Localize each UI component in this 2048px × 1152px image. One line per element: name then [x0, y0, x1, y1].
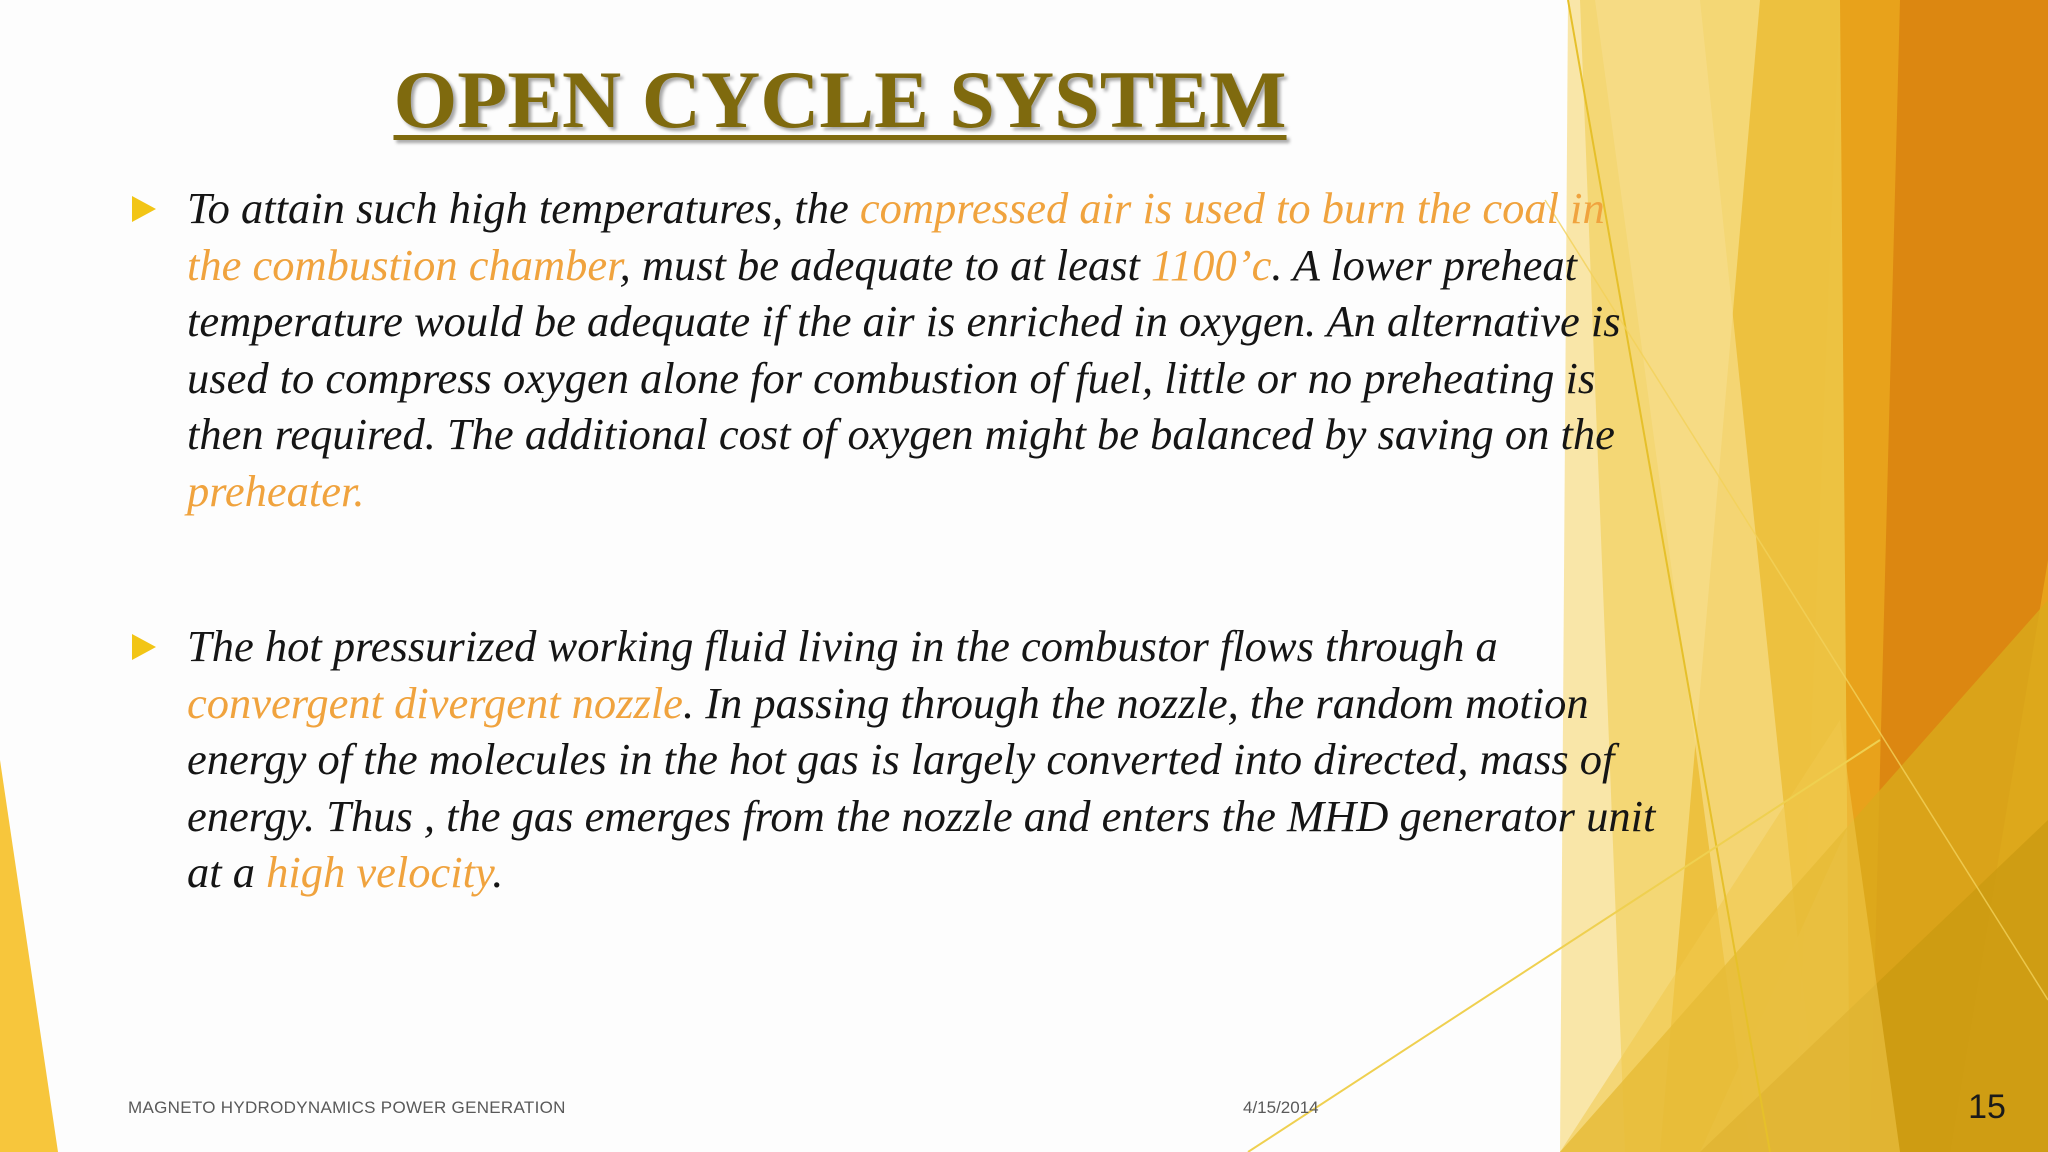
text-segment: To attain such high temperatures, the	[187, 183, 860, 233]
highlight-segment: preheater.	[187, 465, 365, 516]
highlight-segment: convergent divergent nozzle	[187, 677, 683, 728]
bullet-marker-icon	[132, 196, 169, 222]
left-wedge-shape	[0, 760, 58, 1152]
text-segment: . In passing through the nozzle, the random motion energy of the molecules in the hot gas is largely converted into directed, mass of energy. Thus , the gas emerges from the nozzle and enters the MHD generator unit at a	[187, 677, 1656, 897]
text-segment: . A lower preheat temperature would be adequate if the air is enriched in oxygen. An alternative is used to compress oxygen alone for combustion of fuel, little or no preheating is then required. The additional cost of oxygen might be balanced by saving on the	[187, 239, 1621, 459]
highlight-segment: compressed air is used to burn the coal in the combustion chamber	[187, 183, 1605, 290]
footer-date: 4/15/2014	[1243, 1098, 1319, 1117]
bullet-paragraph-1	[187, 180, 1667, 519]
text-segment: The hot pressurized working fluid living in the combustor flows through a	[187, 621, 1498, 671]
bullet-marker-icon	[132, 634, 169, 660]
footer-presentation-title: MAGNETO HYDRODYNAMICS POWER GENERATION	[128, 1098, 566, 1117]
highlight-segment: high velocity	[266, 847, 493, 897]
text-segment: , must be adequate to at least	[619, 239, 1152, 290]
text-segment: .	[492, 847, 504, 897]
slide-number: 15	[1968, 1088, 2006, 1126]
highlight-segment: 1100’c	[1151, 239, 1272, 290]
slide-title: OPEN CYCLE SYSTEM	[393, 54, 1287, 145]
bullet-paragraph-2	[187, 618, 1667, 901]
